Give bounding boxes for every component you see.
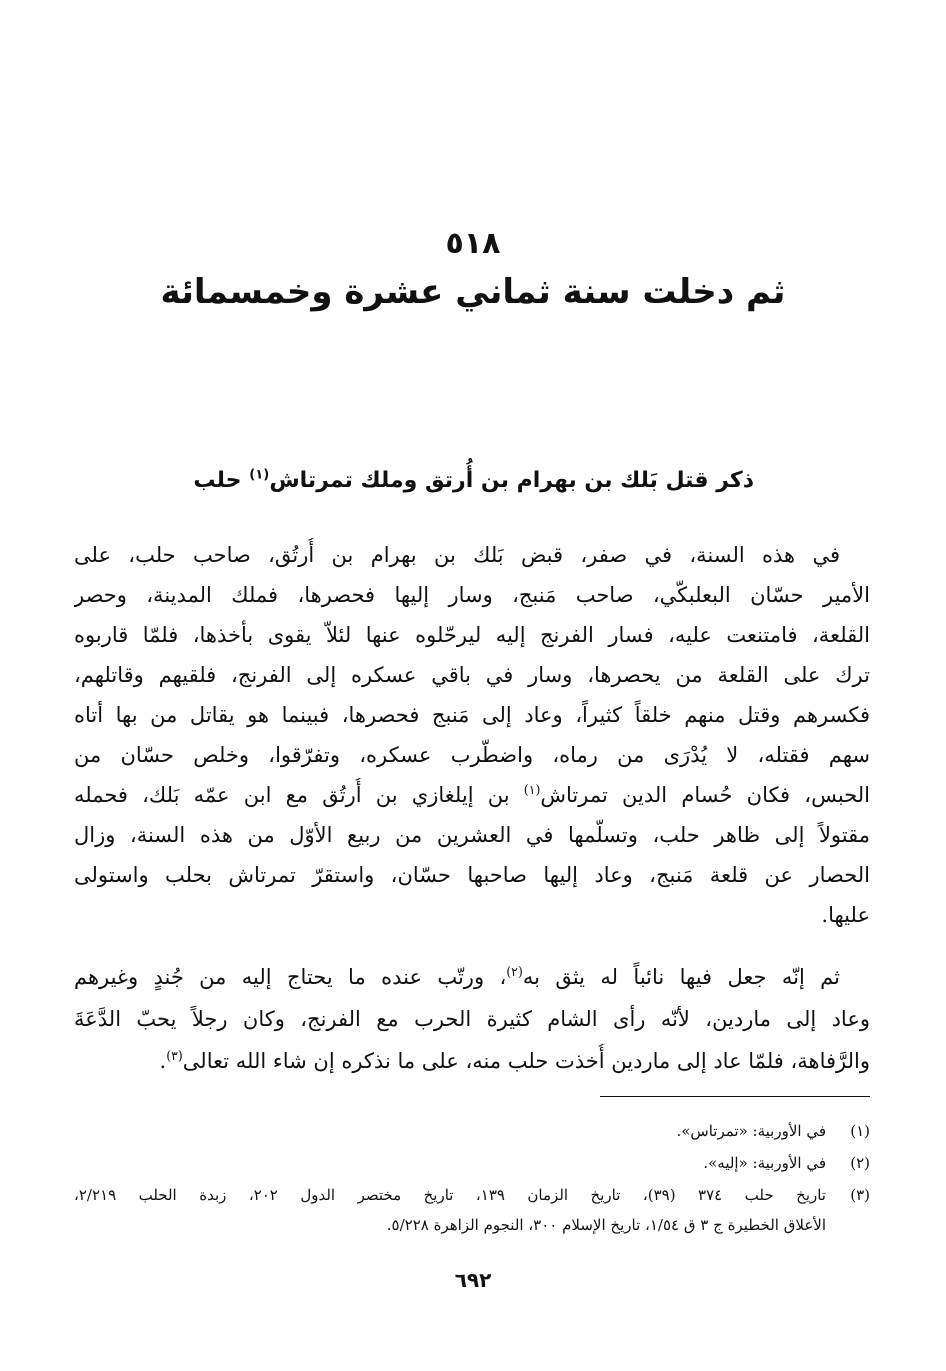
footnote <box>74 1182 870 1208</box>
footnote <box>74 1150 870 1176</box>
paragraph-line: فكسرهم وقتل منهم خلقاً كثيراً، وعاد إلى مَنبج فحصرها، فبينما هو يقاتل من بها أتاه <box>74 703 870 727</box>
section-heading-text: ذكر قتل بَلك بن بهرام بن أُرتق وملك تمرتاش <box>269 468 754 493</box>
footnote-divider <box>600 1096 870 1097</box>
paragraph-text: بن إيلغازي بن أُرتُق مع ابن عمّه بَلك، فحمله <box>74 783 524 807</box>
paragraph-line <box>74 778 870 812</box>
paragraph-line: وعاد إلى ماردين، لأنّه رأى الشام كثيرة الحرب مع الفرنج، وكان رجلاً يحبّ الدَّعَةَ <box>74 1007 870 1031</box>
footnote-ref: (١) <box>523 782 541 797</box>
paragraph-line: عليها. <box>821 903 870 927</box>
paragraph-line: الحصار عن قلعة مَنبج، وعاد إليها صاحبها حسّان، واستقرّ تمرتاش بحلب واستولى <box>74 863 870 887</box>
paragraph-text: ، ورتّب عنده ما يحتاج إليه من جُندٍ وغيرهم <box>74 965 507 989</box>
footnote-ref: (١) <box>249 467 270 483</box>
paragraph-text: ثم إنّه جعل فيها نائباً له يثق به <box>522 965 840 989</box>
year-number: ٥١٨ <box>445 226 501 261</box>
paragraph-line: سهم فقتله، لا يُدْرَى من رماه، واضطّرب عسكره، وتفرّقوا، وخلص حسّان من <box>74 743 870 767</box>
footnote-number: (٢) <box>850 1154 870 1172</box>
footnote-text: في الأوربية: «إليه». <box>703 1154 826 1172</box>
footnote-text: في الأوربية: «تمرتاس». <box>676 1122 826 1140</box>
footnote-number: (١) <box>850 1122 870 1140</box>
footnote-ref: (٣) <box>166 1048 183 1063</box>
paragraph-line: الأمير حسّان البعلبكّي، صاحب مَنبج، وسار إليها فحصرها، فملك المدينة، وحصر <box>74 583 870 607</box>
footnote-ref: (٢) <box>506 964 523 979</box>
paragraph-line <box>74 960 870 994</box>
page-number: ٦٩٢ <box>454 1268 492 1292</box>
footnote-number: (٣) <box>850 1186 870 1204</box>
paragraph-text: الحبس، فكان حُسام الدين تمرتاش <box>540 783 870 807</box>
section-heading <box>193 468 754 493</box>
footnote-continuation: الأعلاق الخطيرة ج ٣ ق ١/٥٤، تاريخ الإسلام ٣٠٠، النجوم الزاهرة ٥/٢٢٨. <box>386 1216 826 1234</box>
paragraph-line <box>74 1044 870 1078</box>
paragraph-text: والرَّفاهة، فلمّا عاد إلى ماردين أُخذت حلب منه، على ما نذكره إن شاء الله تعالى <box>182 1049 870 1073</box>
paragraph-line: ترك على القلعة من يحصرها، وسار في باقي عسكره إلى الفرنج، فلقيهم وقاتلهم، <box>74 663 870 687</box>
section-heading-text-end: حلب <box>193 468 250 493</box>
paragraph-line: مقتولاً إلى ظاهر حلب، وتسلّمها في العشرين من ربيع الأوّل من هذه السنة، وزال <box>74 823 870 847</box>
paragraph-text: . <box>159 1049 167 1073</box>
footnote <box>74 1118 870 1144</box>
chapter-title: ثم دخلت سنة ثماني عشرة وخمسمائة <box>160 272 786 312</box>
footnote-text: تاريخ حلب ٣٧٤ (٣٩)، تاريخ الزمان ١٣٩، تاريخ مختصر الدول ٢٠٢، زبدة الحلب ٢/٢١٩، <box>74 1186 826 1204</box>
paragraph-line: القلعة، فامتنعت عليه، فسار الفرنج إليه ليرحّلوه عنها لئلاّ يقوى بأخذها، فلمّا قاربوه <box>74 623 870 647</box>
paragraph-line: في هذه السنة، في صفر، قبض بَلك بن بهرام بن أُرتُق، صاحب حلب، على <box>74 543 840 567</box>
